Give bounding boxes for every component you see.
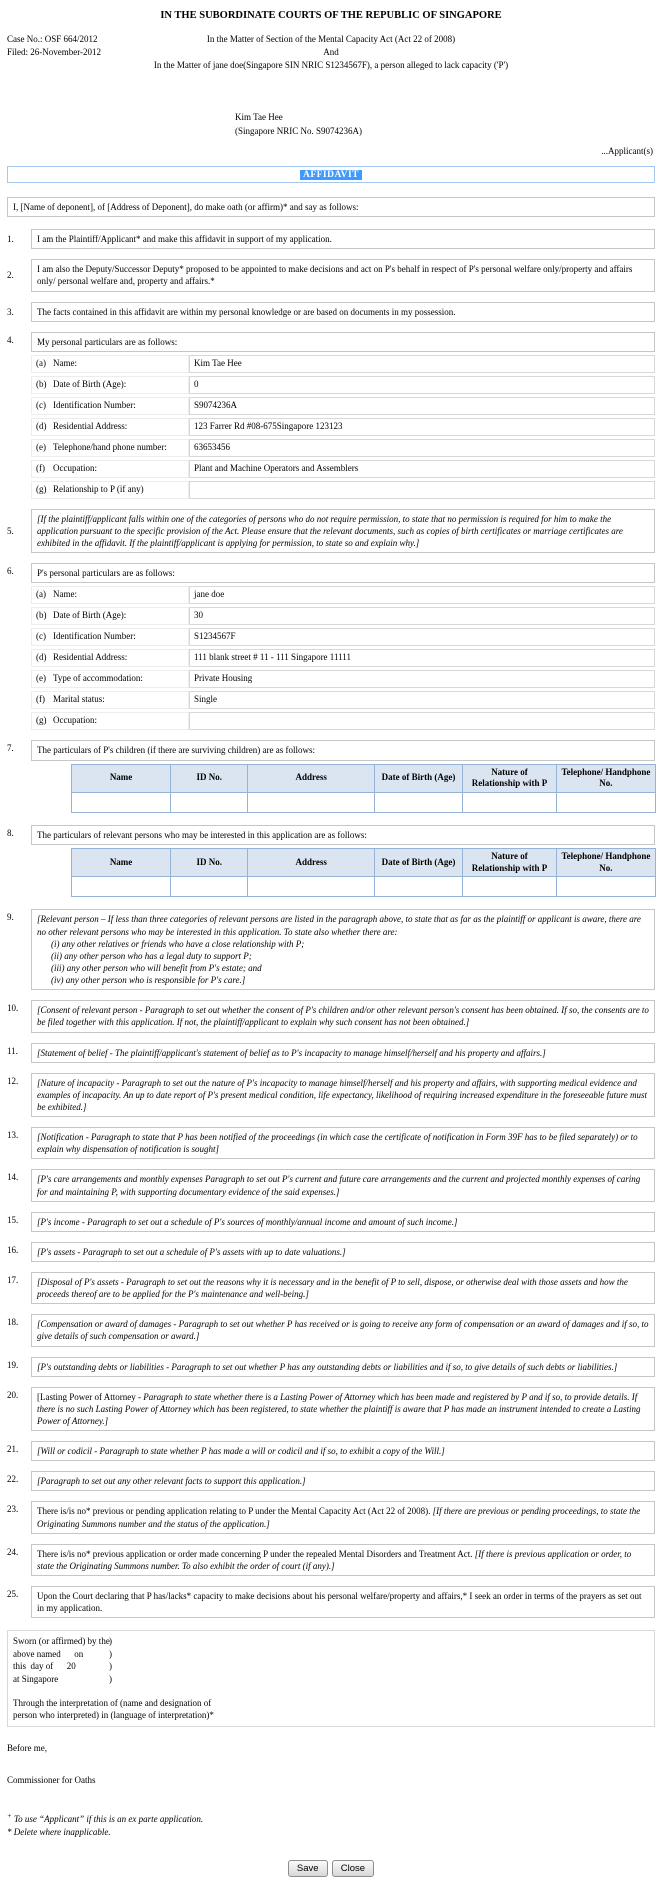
applicant-nric: (Singapore NRIC No. S9074236A) [235,125,362,136]
field-label: (c) Identification Number: [31,628,189,646]
item-2 [7,259,655,291]
table-cell[interactable] [556,792,655,812]
case-number: Case No.: OSF 664/2012 [7,34,98,44]
jurat-paren: ) [109,1661,112,1672]
field-label: (e) Telephone/hand phone number: [31,439,189,457]
item-number: 21. [7,1444,19,1455]
item-number: 11. [7,1045,18,1056]
affidavit-title: AFFIDAVIT [300,170,362,180]
field-label: (a) Name: [31,586,189,604]
table-cell[interactable] [463,792,557,812]
column-header: Address [248,764,374,792]
field-row [31,649,655,667]
p-occupation-field[interactable] [189,712,655,730]
item-heading: The particulars of P's children (if there are surviving children) are as follows: [31,740,655,760]
relevant-persons-table-empty-row [72,877,656,897]
statement-instruction: [If there is previous application or order, to state the Originating Summons number. To also exhibit the order of court (if any).] [37,1548,632,1571]
case-info [7,33,101,59]
applicant-id-field[interactable]: S9074236A [189,397,655,415]
item-number: 6. [7,566,14,577]
item-12 [7,1073,655,1117]
field-row [31,439,655,457]
item-text: [Compensation or award of damages - Paragraph to set out whether P has received or is going to receive any form of compensation or an award of damages and if so, to give details of such compensation or award.] [31,1314,655,1346]
item-number: 20. [7,1389,19,1400]
item-7 [7,740,655,815]
item-14 [7,1169,655,1201]
item-18 [7,1314,655,1346]
matter-block [7,33,655,72]
field-row [31,670,655,688]
column-header: Date of Birth (Age) [374,849,462,877]
relevant-person-point: (iii) any other person who will benefit from P's estate; and [51,963,262,973]
field-label: (d) Residential Address: [31,649,189,667]
item-text: [If the plaintiff/applicant falls within one of the categories of persons who do not require permission, to state that no permission is required for him to make the application pursuant to the specific provision of the Act. Please ensure that the relevant documents, such as copies of birth certificates or marriage certificates are exhibited in the affidavit. If the plaintiff/applicant is applying for permission, to state so and explain why.] [31,509,655,553]
table-cell[interactable] [374,877,462,897]
item-heading: My personal particulars are as follows: [31,332,655,352]
column-header: ID No. [171,849,248,877]
interpretation-clause: Through the interpretation of (name and designation of person who interpreted) in (language of interpretation)* [13,1697,214,1721]
item-text: The facts contained in this affidavit are within my personal knowledge or are based on documents in my possession. [31,302,655,322]
relevant-persons-table [71,848,656,897]
matter-line-3: In the Matter of jane doe(Singapore SIN NRIC S1234567F), a person alleged to lack capacity ('P') [153,60,509,71]
item-21 [7,1441,655,1461]
item-9 [7,909,655,990]
item-number: 12. [7,1075,19,1086]
applicant-occupation-field[interactable]: Plant and Machine Operators and Assemblers [189,460,655,478]
p-marital-status-field[interactable]: Single [189,691,655,709]
item-text: [Consent of relevant person - Paragraph to set out whether the consent of P's children and/or other relevant person's consent has been obtained. If so, the consents are to be filed together with this application. If not, the plaintiff/applicant to explain why such consent has not been obtained.] [31,1000,655,1032]
item-text [31,909,655,990]
table-cell[interactable] [72,792,171,812]
item-number: 22. [7,1474,19,1485]
table-cell[interactable] [171,792,248,812]
statement-text: There is/is no* previous application or order made concerning P under the repealed Mental Disorders and Treatment Act. [37,1548,475,1559]
item-number: 5. [7,526,14,537]
item-25 [7,1586,655,1618]
item-text: [Statement of belief - The plaintiff/applicant's statement of belief as to P's incapacity to manage himself/herself and his property and affairs.] [31,1043,655,1063]
column-header: Nature of Relationship with P [463,849,557,877]
item-5 [7,509,655,553]
p-particulars [31,586,655,730]
applicant-phone-field[interactable]: 63653456 [189,439,655,457]
item-number: 18. [7,1317,19,1328]
children-table-empty-row [72,792,656,812]
item-number: 8. [7,827,14,838]
table-cell[interactable] [463,877,557,897]
item-text: [Paragraph to set out any other relevant facts to support this application.] [31,1471,655,1491]
applicant-particulars [31,355,655,499]
table-cell[interactable] [72,877,171,897]
relevant-person-intro: [Relevant person – If less than three categories of relevant persons are listed in the paragraph above, to state that as far as the plaintiff or applicant is aware, there are no other relevant persons who may be interested in this application. To state also whether there are: [37,914,641,937]
item-number: 24. [7,1546,19,1557]
field-row [31,397,655,415]
column-header: Telephone/ Handphone No. [556,849,655,877]
field-row [31,481,655,499]
field-label: (b) Date of Birth (Age): [31,376,189,394]
column-header: Address [248,849,374,877]
item-number: 2. [7,270,14,281]
applicant-name: Kim Tae Hee [235,112,283,122]
matter-line-2: And [323,47,339,58]
field-label: (g) Relationship to P (if any) [31,481,189,499]
item-number: 4. [7,334,14,345]
children-table-header-row [72,764,656,792]
item-heading: The particulars of relevant persons who may be interested in this application are as follows: [31,825,655,845]
column-header: Name [72,764,171,792]
footnote-delete: * Delete where inapplicable. [7,1827,111,1838]
field-row [31,691,655,709]
lpa-lead: [Lasting Power of Attorney [37,1391,136,1402]
column-header: Telephone/ Handphone No. [556,764,655,792]
table-cell[interactable] [171,877,248,897]
item-text: [P's outstanding debts or liabilities - Paragraph to set out whether P has any outstanding debts or liabilities and if so, to give details of such debts or liabilities.] [31,1357,655,1377]
column-header: Date of Birth (Age) [374,764,462,792]
p-id-field[interactable]: S1234567F [189,628,655,646]
field-row [31,586,655,604]
field-label: (b) Date of Birth (Age): [31,607,189,625]
relevant-persons-table-header-row [72,849,656,877]
field-row [31,376,655,394]
jurat-line: at Singapore ) [13,1674,112,1684]
item-13 [7,1127,655,1159]
case-header [7,33,655,75]
item-23 [7,1501,655,1533]
item-text: [Disposal of P's assets - Paragraph to set out the reasons why it is necessary and in the benefit of P to sell, dispose, or otherwise deal with those assets and how the proceeds thereof are to be applied for the P's maintenance and well-being.] [31,1272,655,1304]
column-header: Nature of Relationship with P [463,764,557,792]
applicant-dob-field[interactable]: 0 [189,376,655,394]
item-24 [7,1544,655,1576]
item-number: 3. [7,306,14,317]
children-table [71,764,656,813]
item-text: [Will or codicil - Paragraph to state whether P has made a will or codicil and if so, to exhibit a copy of the Will.] [31,1441,655,1461]
item-text: I am also the Deputy/Successor Deputy* proposed to be appointed to make decisions and act on P's behalf in respect of P's personal welfare only/property and affairs only/ personal welfare and, property and affairs.* [31,259,655,291]
field-label: (g) Occupation: [31,712,189,730]
table-cell[interactable] [556,877,655,897]
item-number: 16. [7,1244,19,1255]
item-20 [7,1387,655,1431]
field-row [31,355,655,373]
item-22 [7,1471,655,1491]
item-number: 25. [7,1588,19,1599]
item-1 [7,229,655,249]
applicant-block [235,111,655,138]
item-number: 19. [7,1359,19,1370]
jurat-paren: ) [109,1674,112,1684]
item-text: [P's assets - Paragraph to set out a schedule of P's assets with up to date valuations.] [31,1242,655,1262]
jurat-paren: ) [109,1648,112,1659]
matter-line-1: In the Matter of Section of the Mental Capacity Act (Act 22 of 2008) [206,34,456,44]
field-row [31,712,655,730]
footnote-ex-parte: + To use “Applicant” if this is an ex parte application. [7,1811,204,1824]
item-17 [7,1272,655,1304]
footnotes [7,1811,655,1840]
jurat-line: this day of 20 ) [13,1661,112,1672]
column-header: Name [72,849,171,877]
item-10 [7,1000,655,1032]
p-dob-field[interactable]: 30 [189,607,655,625]
field-row [31,460,655,478]
close-button[interactable]: Close [332,1860,374,1877]
applicant-relationship-field[interactable] [189,481,655,499]
item-19 [7,1357,655,1377]
field-row [31,628,655,646]
table-cell[interactable] [248,792,374,812]
item-text: I am the Plaintiff/Applicant* and make this affidavit in support of my application. [31,229,655,249]
item-8 [7,825,655,900]
jurat-line: Sworn (or affirmed) by the ) [13,1636,112,1647]
field-label: (c) Identification Number: [31,397,189,415]
item-number: 7. [7,743,14,754]
item-text: [Nature of incapacity - Paragraph to set out the nature of P's incapacity to manage himself/herself and his property and affairs, with supporting medical evidence and examples of incapacity. An up to date report of P's present medical condition, life expectancy, likelihood of requiring increased expenditure in the foreseeable future must be exhibited.] [31,1073,655,1117]
jurat-line: above named on ) [13,1648,112,1659]
p-address-field[interactable]: 111 blank street # 11 - 111 Singapore 11111 [189,649,655,667]
item-heading: P's personal particulars are as follows: [31,563,655,583]
table-cell[interactable] [248,877,374,897]
deponent-oath-line: I, [Name of deponent], of [Address of Deponent], do make oath (or affirm)* and say as follows: [7,197,655,217]
item-6 [7,563,655,730]
lpa-instruction: - Paragraph to state whether there is a Lasting Power of Attorney which has been made and registered by P and if so, to provide details. If there is no such Lasting Power of Attorney which has been registered, to state whether the plaintiff is aware that P has made an instrument intended to create a Lasting Power of Attorney.] [37,1391,641,1426]
jurat-paren: ) [109,1636,112,1647]
applicant-name-field[interactable]: Kim Tae Hee [189,355,655,373]
item-number: 23. [7,1504,19,1515]
applicant-suffix: ...Applicant(s) [601,146,653,156]
statement-text: There is/is no* previous or pending application relating to P under the Mental Capacity Act (Act 22 of 2008). [37,1506,433,1517]
item-number: 9. [7,912,14,923]
relevant-person-point: (ii) any other person who has a legal duty to support P; [51,950,252,961]
field-label: (d) Residential Address: [31,418,189,436]
save-button[interactable]: Save [288,1860,328,1877]
item-number: 10. [7,1003,19,1014]
item-text: [P's care arrangements and monthly expenses Paragraph to set out P's current and future care arrangements and the current and projected monthly expenses of caring for and maintaining P, with supporting documentary evidence of the said expenses.] [31,1169,655,1201]
affidavit-banner [7,166,655,183]
filed-date: Filed: 26-November-2012 [7,47,102,58]
item-3 [7,302,655,322]
item-text [31,1501,655,1533]
applicant-address-field[interactable]: 123 Farrer Rd #08-675Singapore 123123 [189,418,655,436]
relevant-person-point: (iv) any other person who is responsible for P's care.] [51,975,246,986]
jurat-section [7,1630,655,1727]
p-accommodation-field[interactable]: Private Housing [189,670,655,688]
item-number: 13. [7,1130,19,1141]
field-label: (f) Occupation: [31,460,189,478]
action-buttons [7,1860,655,1877]
relevant-person-point: (i) any other relatives or friends who have a close relationship with P; [51,938,305,949]
item-11 [7,1043,655,1063]
item-4 [7,332,655,499]
item-text [31,1544,655,1576]
statement-instruction: [If there are previous or pending proceedings, to state the Originating Summons number and the status of the application.] [37,1506,641,1529]
item-text: [Notification - Paragraph to state that P has been notified of the proceedings (in which case the certificate of notification in Form 39F has to be filed separately) or to explain why dispensation of notification is sought] [31,1127,655,1159]
field-label: (a) Name: [31,355,189,373]
item-number: 15. [7,1214,19,1225]
item-text: [P's income - Paragraph to set out a schedule of P's sources of monthly/annual income and amount of such income.] [31,1212,655,1232]
item-15 [7,1212,655,1232]
item-number: 17. [7,1274,19,1285]
item-number: 1. [7,234,14,245]
field-label: (e) Type of accommodation: [31,670,189,688]
item-number: 14. [7,1172,19,1183]
field-row [31,418,655,436]
field-row [31,607,655,625]
court-title: IN THE SUBORDINATE COURTS OF THE REPUBLIC OF SINGAPORE [160,10,502,21]
item-16 [7,1242,655,1262]
column-header: ID No. [171,764,248,792]
item-text [31,1387,655,1431]
before-me-label: Before me, [7,1742,47,1753]
item-text: Upon the Court declaring that P has/lacks* capacity to make decisions about his personal welfare/property and affairs,* I seek an order in terms of the prayers as set out in my application. [31,1586,655,1618]
commissioner-label: Commissioner for Oaths [7,1774,96,1785]
table-cell[interactable] [374,792,462,812]
field-label: (f) Marital status: [31,691,189,709]
p-name-field[interactable]: jane doe [189,586,655,604]
